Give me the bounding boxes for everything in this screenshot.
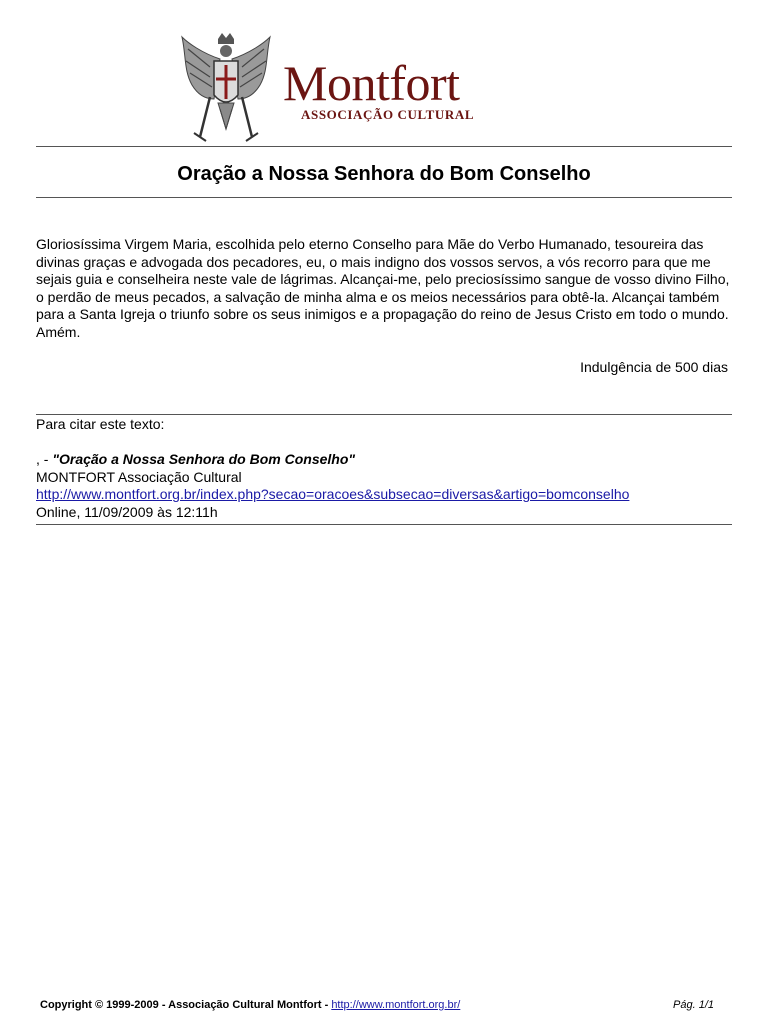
site-logo	[180, 33, 520, 145]
brand-subtitle: ASSOCIAÇÃO CULTURAL	[301, 107, 475, 122]
footer-site-link[interactable]: http://www.montfort.org.br/	[331, 999, 461, 1011]
indulgence-note: Indulgência de 500 dias	[580, 359, 728, 375]
page-number: Pág. 1/1	[673, 999, 714, 1011]
citation-url-link[interactable]: http://www.montfort.org.br/index.php?secao=oracoes&subsecao=diversas&artigo=bomconselho	[36, 486, 630, 503]
document-title: Oração a Nossa Senhora do Bom Conselho	[177, 163, 591, 185]
citation-prefix: , -	[36, 451, 53, 468]
citation-title-line	[36, 451, 732, 469]
citation-bottom-divider	[36, 524, 732, 525]
citation-heading: Para citar este texto:	[36, 416, 165, 432]
page-footer	[40, 997, 716, 1013]
title-bottom-divider	[36, 197, 732, 198]
prayer-text: Gloriosíssima Virgem Maria, escolhida pelo eterno Conselho para Mãe do Verbo Humanado, tesoureira das divinas graças e advogada dos pecadores, eu, o mais indigno dos vossos servos, a vós recorro para que me sejais guia e conselheira neste vale de lágrimas. Alcançai-me, pelo preciosíssimo sangue de vosso divino Filho, o perdão de meus pecados, a salvação de minha alma e os meios necessários para obtê-la. Alcançai também para a Santa Igreja o triunfo sobre os seus inimigos e a propagação do reino de Jesus Cristo em todo o mundo. Amém.	[36, 236, 730, 340]
citation-block	[36, 416, 732, 522]
heraldic-eagle-icon	[180, 33, 272, 143]
title-top-divider	[36, 146, 732, 147]
citation-title: "Oração a Nossa Senhora do Bom Conselho"	[52, 451, 356, 468]
citation-access-date: Online, 11/09/2009 às 12:11h	[36, 503, 218, 520]
brand-name: Montfort	[283, 55, 460, 111]
citation-organization: MONTFORT Associação Cultural	[36, 468, 242, 485]
copyright-text: Copyright © 1999-2009 - Associação Cultural Montfort -	[40, 999, 332, 1011]
citation-top-divider	[36, 414, 732, 415]
